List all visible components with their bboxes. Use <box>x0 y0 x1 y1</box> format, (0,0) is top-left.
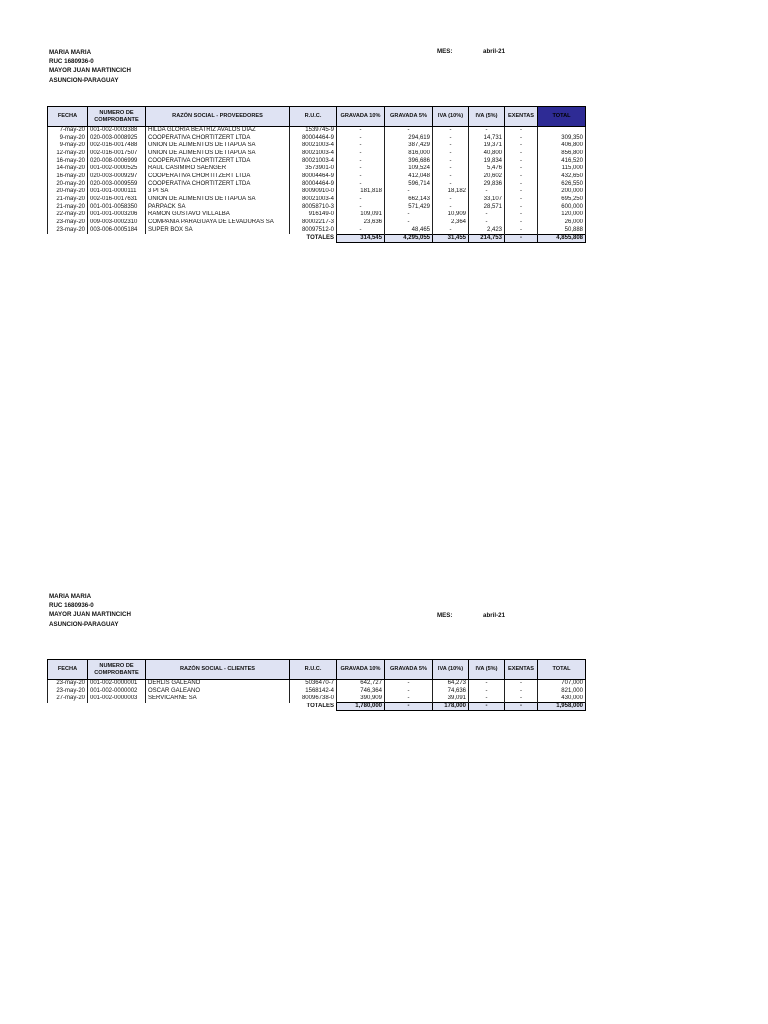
table-cell: 20-may-20 <box>48 188 88 196</box>
totals-value: - <box>385 703 433 711</box>
table-cell: 33,107 <box>469 196 505 204</box>
table-cell: DERLIS GALEANO <box>146 680 290 688</box>
table-cell: 64,273 <box>433 680 469 688</box>
table-cell: 19,834 <box>469 157 505 165</box>
table-cell: 27-may-20 <box>48 695 88 703</box>
table-cell: 26,000 <box>538 219 586 227</box>
table-row <box>48 203 586 211</box>
table-cell: 3 PI SA <box>146 188 290 196</box>
table-cell: 001-002-0000525 <box>88 165 146 173</box>
totals-label: TOTALES <box>306 234 334 241</box>
table-cell: 020-003-0009297 <box>88 173 146 181</box>
table-cell: - <box>505 134 538 142</box>
table-cell: 821,000 <box>538 687 586 695</box>
totals-value: 4,295,055 <box>385 234 433 242</box>
table-cell: OSCAR GALEANO <box>146 687 290 695</box>
table-cell: - <box>337 196 385 204</box>
table-cell: 626,550 <box>538 180 586 188</box>
col-total: TOTAL <box>538 660 586 680</box>
col-total: TOTAL <box>538 107 586 127</box>
table-cell: 80096738-0 <box>290 695 337 703</box>
table-cell: - <box>385 680 433 688</box>
table-cell: - <box>505 142 538 150</box>
table-cell: 5036470-7 <box>290 680 337 688</box>
table-cell: - <box>505 695 538 703</box>
purchases-body <box>48 127 586 243</box>
table-cell: 109,091 <box>337 211 385 219</box>
table-cell: - <box>469 680 505 688</box>
table-row <box>48 165 586 173</box>
table-cell: - <box>433 142 469 150</box>
table-cell: - <box>433 127 469 135</box>
table-cell: - <box>385 211 433 219</box>
table-cell: 294,619 <box>385 134 433 142</box>
table-cell: - <box>433 196 469 204</box>
table-cell: - <box>433 157 469 165</box>
table-cell: 001-002-0000002 <box>88 687 146 695</box>
table-cell: 387,429 <box>385 142 433 150</box>
col-fecha: FECHA <box>48 660 88 680</box>
col-iva-10: IVA (10%) <box>433 660 469 680</box>
table-cell: 390,909 <box>337 695 385 703</box>
table-cell: 856,800 <box>538 150 586 158</box>
table-cell: 10,909 <box>433 211 469 219</box>
totals-row <box>48 234 586 242</box>
table-cell: 396,686 <box>385 157 433 165</box>
table-cell: 001-002-0003388 <box>88 127 146 135</box>
table-cell: - <box>337 150 385 158</box>
table-cell: 001-001-0058350 <box>88 203 146 211</box>
table-cell: 596,714 <box>385 180 433 188</box>
table-cell: - <box>469 127 505 135</box>
table-cell: 916149-0 <box>290 211 337 219</box>
table-cell: SERVICARNE SA <box>146 695 290 703</box>
table-cell: 12-may-20 <box>48 150 88 158</box>
table-cell: - <box>505 180 538 188</box>
totals-value: 4,855,808 <box>538 234 586 242</box>
table-cell: - <box>385 687 433 695</box>
table-row <box>48 150 586 158</box>
col-comprobante: NUMERO DE COMPROBANTE <box>88 660 146 680</box>
table-cell: 19,371 <box>469 142 505 150</box>
table-cell: 662,143 <box>385 196 433 204</box>
col-gravada-10: GRAVADA 10% <box>337 107 385 127</box>
purchases-header-row <box>48 107 586 127</box>
totals-label: TOTALES <box>306 703 334 710</box>
table-cell: COOPERATIVA CHORTITZERT LTDA <box>146 157 290 165</box>
table-cell: 571,429 <box>385 203 433 211</box>
table-cell: COOPERATIVA CHORTITZERT LTDA <box>146 173 290 181</box>
table-cell: 23,636 <box>337 219 385 227</box>
table-cell: 2,423 <box>469 226 505 234</box>
table-cell: 002-016-0017631 <box>88 196 146 204</box>
table-row <box>48 188 586 196</box>
table-cell: 23-may-20 <box>48 687 88 695</box>
table-row <box>48 142 586 150</box>
totals-value: 1,958,000 <box>538 703 586 711</box>
table-cell: UNION DE ALIMENTOS DE ITAPUA SA <box>146 142 290 150</box>
table-row <box>48 226 586 234</box>
table-row <box>48 196 586 204</box>
table-cell: COOPERATIVA CHORTITZERT LTDA <box>146 134 290 142</box>
table-cell: 3573901-0 <box>290 165 337 173</box>
col-gravada-10: GRAVADA 10% <box>337 660 385 680</box>
table-cell: 416,520 <box>538 157 586 165</box>
mes-label: MES: <box>437 48 453 55</box>
table-cell: 20,602 <box>469 173 505 181</box>
table-cell: - <box>433 150 469 158</box>
table-cell: 020-003-0009559 <box>88 180 146 188</box>
table-cell: - <box>337 203 385 211</box>
table-row <box>48 687 586 695</box>
totals-value: - <box>505 703 538 711</box>
table-cell: 001-002-0000001 <box>88 680 146 688</box>
table-cell: - <box>337 226 385 234</box>
table-cell: 80090910-0 <box>290 188 337 196</box>
table-cell: 1539745-9 <box>290 127 337 135</box>
table-cell: 642,727 <box>337 680 385 688</box>
table-cell: 115,000 <box>538 165 586 173</box>
company-address: MAYOR JUAN MARTINCICH <box>49 67 131 75</box>
table-cell: - <box>433 226 469 234</box>
table-cell: 50,888 <box>538 226 586 234</box>
table-cell: - <box>337 180 385 188</box>
purchases-header <box>49 48 131 85</box>
table-cell: - <box>505 127 538 135</box>
table-cell: 020-003-0008925 <box>88 134 146 142</box>
col-exentas: EXENTAS <box>505 107 538 127</box>
table-cell: - <box>337 165 385 173</box>
table-row <box>48 173 586 181</box>
col-gravada-5: GRAVADA 5% <box>385 660 433 680</box>
table-cell: 22-may-20 <box>48 211 88 219</box>
col-razon-social: RAZÓN SOCIAL - PROVEEDORES <box>146 107 290 127</box>
table-cell: 695,250 <box>538 196 586 204</box>
table-cell: - <box>469 211 505 219</box>
table-cell: - <box>505 150 538 158</box>
table-cell: - <box>385 127 433 135</box>
table-cell: 003-006-0005184 <box>88 226 146 234</box>
totals-value: 31,455 <box>433 234 469 242</box>
totals-value: - <box>505 234 538 242</box>
table-cell: 80021003-4 <box>290 142 337 150</box>
table-cell: - <box>337 127 385 135</box>
table-cell: - <box>385 219 433 227</box>
table-cell: 80021003-4 <box>290 196 337 204</box>
company-name: MARIA MARIA <box>49 49 92 56</box>
table-cell: 412,048 <box>385 173 433 181</box>
totals-row <box>48 703 586 711</box>
table-cell: 200,000 <box>538 188 586 196</box>
table-cell: 80021003-4 <box>290 150 337 158</box>
table-cell: 406,800 <box>538 142 586 150</box>
table-cell: - <box>505 157 538 165</box>
table-cell: 002-016-0017507 <box>88 150 146 158</box>
table-cell: 40,800 <box>469 150 505 158</box>
company-name: MARIA MARIA <box>49 593 92 600</box>
table-cell: 14-may-20 <box>48 165 88 173</box>
col-comprobante: NUMERO DE COMPROBANTE <box>88 107 146 127</box>
col-iva-10: IVA (10%) <box>433 107 469 127</box>
table-cell: 309,350 <box>538 134 586 142</box>
table-cell: 120,000 <box>538 211 586 219</box>
table-cell: 7-may-20 <box>48 127 88 135</box>
table-cell: - <box>433 134 469 142</box>
table-cell: - <box>433 165 469 173</box>
table-cell: - <box>505 687 538 695</box>
table-cell: 20-may-20 <box>48 180 88 188</box>
table-cell: 21-may-20 <box>48 196 88 204</box>
company-address: MAYOR JUAN MARTINCICH <box>49 611 131 619</box>
table-row <box>48 219 586 227</box>
table-cell: PARPACK SA <box>146 203 290 211</box>
table-cell: 14,731 <box>469 134 505 142</box>
table-cell: RAMON GUSTAVO VILLALBA <box>146 211 290 219</box>
table-cell: 23-may-20 <box>48 219 88 227</box>
table-cell: - <box>385 188 433 196</box>
table-cell: 80004464-9 <box>290 134 337 142</box>
company-city: ASUNCION-PARAGUAY <box>49 620 119 628</box>
sales-table <box>47 659 586 711</box>
table-cell: HILDA GLORIA BEATRIZ AVALOS DIAZ <box>146 127 290 135</box>
sales-body <box>48 680 586 711</box>
col-exentas: EXENTAS <box>505 660 538 680</box>
table-cell: 80004464-9 <box>290 173 337 181</box>
table-row <box>48 695 586 703</box>
table-cell: - <box>469 695 505 703</box>
totals-value: 314,545 <box>337 234 385 242</box>
company-city: ASUNCION-PARAGUAY <box>49 76 119 84</box>
table-cell: 002-016-0017488 <box>88 142 146 150</box>
table-cell: - <box>385 695 433 703</box>
mes-value: abril-21 <box>483 612 506 619</box>
table-cell: 80097512-0 <box>290 226 337 234</box>
table-cell: 009-003-0002310 <box>88 219 146 227</box>
totals-value: 214,753 <box>469 234 505 242</box>
sales-header-row <box>48 660 586 680</box>
table-cell: 600,000 <box>538 203 586 211</box>
table-cell: 80058710-3 <box>290 203 337 211</box>
table-cell: 16-may-20 <box>48 173 88 181</box>
table-cell: 1568142-4 <box>290 687 337 695</box>
col-fecha: FECHA <box>48 107 88 127</box>
table-cell: - <box>337 142 385 150</box>
table-cell: - <box>433 180 469 188</box>
table-cell: 80004464-9 <box>290 180 337 188</box>
table-cell: - <box>433 203 469 211</box>
table-cell: - <box>505 196 538 204</box>
sales-header <box>49 592 131 629</box>
table-cell: 74,636 <box>433 687 469 695</box>
table-cell: 109,524 <box>385 165 433 173</box>
table-cell: - <box>505 188 538 196</box>
table-cell <box>538 127 586 135</box>
table-cell: 48,465 <box>385 226 433 234</box>
table-cell: - <box>505 680 538 688</box>
totals-value: 178,000 <box>433 703 469 711</box>
table-row <box>48 134 586 142</box>
mes-value: abril-21 <box>483 48 506 55</box>
table-row <box>48 680 586 688</box>
col-ruc: R.U.C. <box>290 107 337 127</box>
table-cell: - <box>337 157 385 165</box>
table-cell: - <box>433 173 469 181</box>
table-cell: 001-001-0000111 <box>88 188 146 196</box>
table-cell: 001-002-0000003 <box>88 695 146 703</box>
table-cell: - <box>505 203 538 211</box>
table-cell: RAUL CASIMIRO SAENGER <box>146 165 290 173</box>
table-cell: 80002217-3 <box>290 219 337 227</box>
table-cell: - <box>469 188 505 196</box>
table-cell: 020-008-0006999 <box>88 157 146 165</box>
col-iva-5: IVA (5%) <box>469 107 505 127</box>
table-cell: 9-may-20 <box>48 134 88 142</box>
table-cell: 28,571 <box>469 203 505 211</box>
table-cell: 5,476 <box>469 165 505 173</box>
table-row <box>48 127 586 135</box>
table-cell: - <box>469 687 505 695</box>
table-cell: - <box>337 173 385 181</box>
totals-value: 1,780,000 <box>337 703 385 711</box>
table-cell: 39,091 <box>433 695 469 703</box>
table-cell: 23-may-20 <box>48 680 88 688</box>
col-gravada-5: GRAVADA 5% <box>385 107 433 127</box>
table-cell: 432,650 <box>538 173 586 181</box>
col-ruc: R.U.C. <box>290 660 337 680</box>
table-cell: UNION DE ALIMENTOS DE ITAPUA SA <box>146 196 290 204</box>
table-cell: 430,000 <box>538 695 586 703</box>
table-cell: 746,364 <box>337 687 385 695</box>
totals-value: - <box>469 703 505 711</box>
table-cell: - <box>505 211 538 219</box>
table-cell: UNION DE ALIMENTOS DE ITAPUA SA <box>146 150 290 158</box>
table-cell: 80021003-4 <box>290 157 337 165</box>
table-cell: 707,000 <box>538 680 586 688</box>
table-cell: COOPERATIVA CHORTITZERT LTDA <box>146 180 290 188</box>
table-cell: - <box>505 173 538 181</box>
table-cell: 23-may-20 <box>48 226 88 234</box>
table-row <box>48 157 586 165</box>
table-cell: - <box>337 134 385 142</box>
table-cell: - <box>505 219 538 227</box>
table-cell: 2,364 <box>433 219 469 227</box>
table-cell: - <box>469 219 505 227</box>
table-cell: 9-may-20 <box>48 142 88 150</box>
col-iva-5: IVA (5%) <box>469 660 505 680</box>
table-cell: 816,000 <box>385 150 433 158</box>
table-cell: 181,818 <box>337 188 385 196</box>
company-ruc: RUC 1680936-0 <box>49 602 94 610</box>
mes-label: MES: <box>437 612 453 619</box>
table-cell: - <box>505 226 538 234</box>
table-row <box>48 180 586 188</box>
table-row <box>48 211 586 219</box>
col-razon-social: RAZÓN SOCIAL - CLIENTES <box>146 660 290 680</box>
table-cell: 29,836 <box>469 180 505 188</box>
table-cell: 18,182 <box>433 188 469 196</box>
company-ruc: RUC 1680936-0 <box>49 58 94 66</box>
table-cell: 16-may-20 <box>48 157 88 165</box>
table-cell: - <box>505 165 538 173</box>
purchases-table <box>47 106 586 243</box>
table-cell: SUPER BOX SA <box>146 226 290 234</box>
table-cell: COMPAÑIA PARAGUAYA DE LEVADURAS SA <box>146 219 290 227</box>
table-cell: 21-may-20 <box>48 203 88 211</box>
table-cell: 001-001-0003206 <box>88 211 146 219</box>
